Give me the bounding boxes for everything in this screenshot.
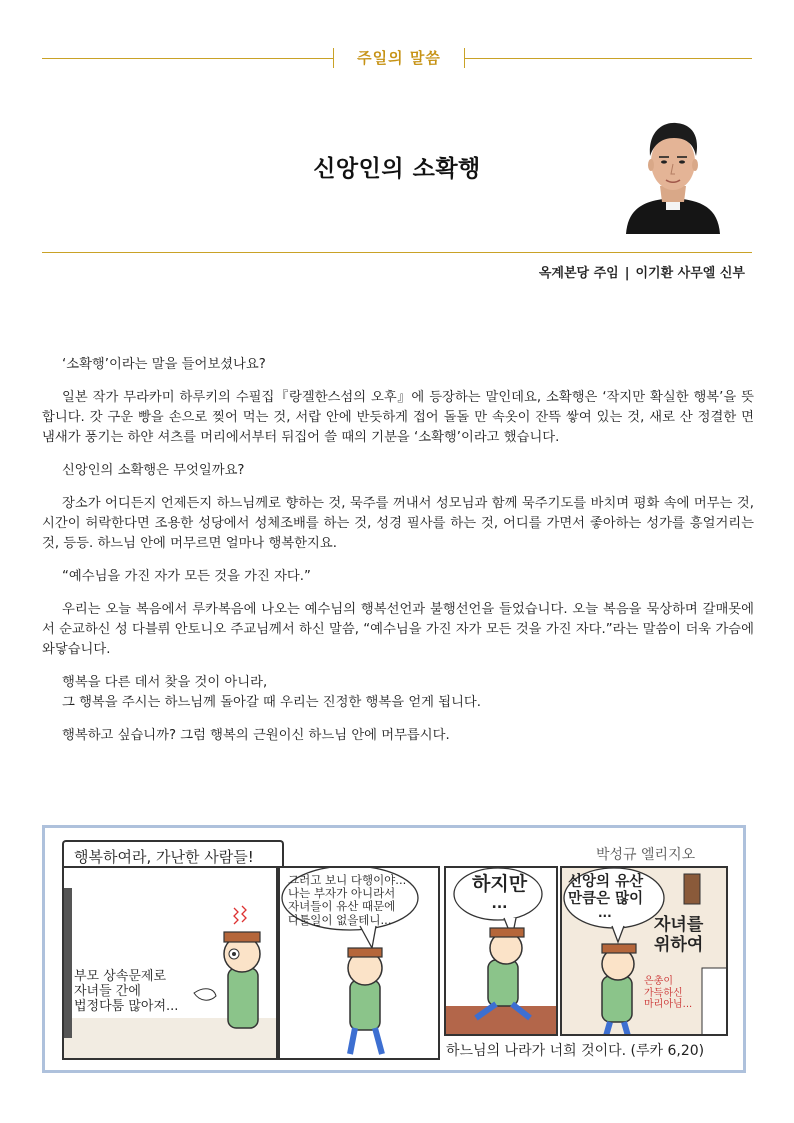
byline-author: 이기환 사무엘 신부 [635,266,745,281]
section-label: 주일의 말씀 [357,49,441,67]
author-portrait [624,112,722,234]
paragraph: 장소가 어디든지 언제든지 하느님께로 향하는 것, 묵주를 꺼내서 성모님과 함께 묵주기도를 바치며 평화 속에 머무는 것, 시간이 허락한다면 조용한 성당에서 성체조배를 하는 것, 성경 필사를 하는 것, 어디를 가면서 좋아하는 성가를 흥얼거리는 것, 등등. 하느님 안에 머무르면 얼마나 행복한지요. [42,496,754,551]
paragraph: “예수님을 가진 자가 모든 것을 가진 자다.” [62,569,311,584]
closing-line-2: 그 행복을 주시는 하느님께 돌아갈 때 우리는 진정한 행복을 얻게 됩니다. [62,695,481,710]
paragraph: 신앙인의 소확행은 무엇일까요? [62,463,245,478]
panel-4-big-text: 자녀를 위하여 [654,915,704,955]
paragraph: ‘소확행’이라는 말을 들어보셨나요? [62,357,266,372]
panel-4-prayer-text: 은총이 가득하신 마리아님... [644,976,693,1010]
article-title: 신앙인의 소확행 [313,156,481,182]
byline-separator: | [624,266,630,281]
closing-line-1: 행복을 다른 데서 찾을 것이 아니라, [62,675,268,690]
final-paragraph: 행복하고 싶습니까? 그럼 행복의 근원이신 하느님 안에 머무릅시다. [62,728,450,743]
byline-parish: 옥계본당 주임 [538,266,619,281]
panel-2-text: 그러고 보니 다행이야... 나는 부자가 아니라서 자녀들이 유산 때문에 다툴일이 없을테니... [288,873,407,927]
header-rule-right [464,58,752,59]
panel-1-text: 부모 상속문제로 자녀들 간에 법정다툼 많아져... [74,969,179,1014]
paragraph: 일본 작가 무라카미 하루키의 수필집『랑겔한스섬의 오후』에 등장하는 말인데요, 소확행은 ‘작지만 확실한 행복’을 뜻합니다. 갓 구운 빵을 손으로 찢어 먹는 것, 서랍 안에 반듯하게 접어 돌돌 만 속옷이 잔뜩 쌓여 있는 것, 새로 산 정결한 면 냄새가 풍기는 하얀 셔츠를 머리에서부터 뒤집어 쓸 때의 기분을 ‘소확행’이라고 했습니다. [42,390,754,445]
panel-1-drawing [64,868,278,1060]
title-rule [42,252,752,253]
byline [539,262,745,281]
comic-title: 행복하여라, 가난한 사람들! [62,840,284,868]
comic-panel-2 [278,866,440,1060]
panel-4-text: 신앙의 유산 만큼은 많이 ... [568,874,644,921]
comic-panel-3 [444,866,558,1036]
comic-caption: 하느님의 나라가 너희 것이다. (루카 6,20) [446,1043,705,1059]
article-body [42,355,754,759]
comic-panel-4 [560,866,728,1036]
paragraph: 우리는 오늘 복음에서 루카복음에 나오는 예수님의 행복선언과 불행선언을 들었습니다. 오늘 복음을 묵상하며 갈매못에서 순교하신 성 다블뤼 안토니오 주교님께서 하신 말씀, “예수님을 가진 자가 모든 것을 가진 자다.”라는 말씀이 더욱 가슴에 와닿습니다. [42,602,754,657]
comic-panel-1 [62,866,278,1060]
comic-author: 박성규 엘리지오 [596,847,696,863]
header-rule-left [42,58,334,59]
panel-3-text: 하지만 ... [472,873,528,912]
